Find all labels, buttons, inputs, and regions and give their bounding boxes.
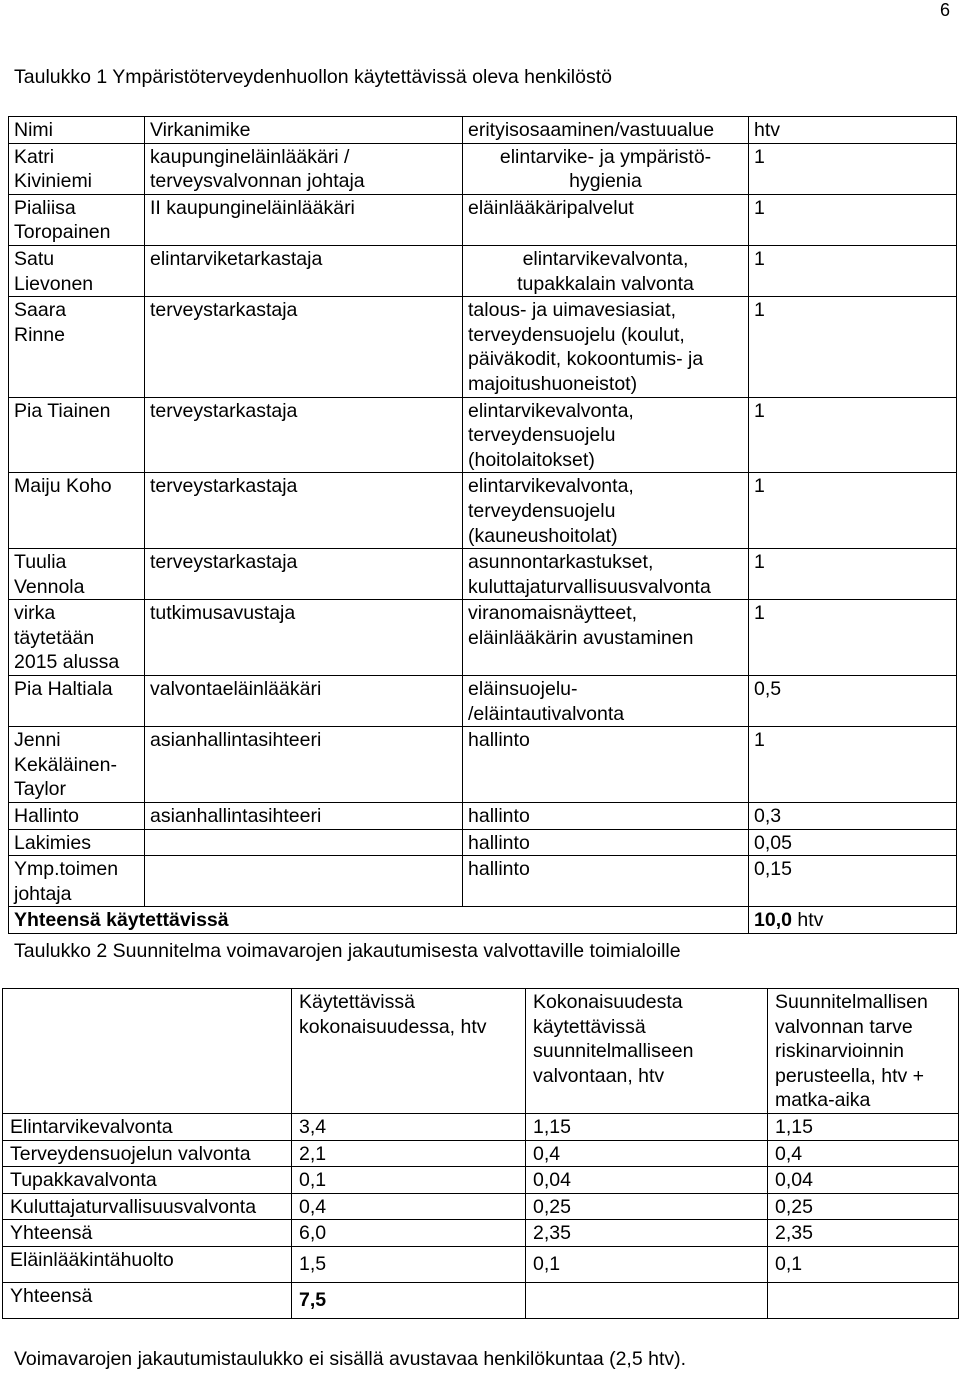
table2-cell: 7,5 xyxy=(292,1282,526,1318)
table2-header-cell xyxy=(3,989,292,1114)
table1-cell: Lakimies xyxy=(9,829,145,856)
table1-cell: elintarvikevalvonta, terveydensuojelu (kauneushoitolat) xyxy=(463,473,749,549)
table1-row xyxy=(9,245,957,296)
table1-row xyxy=(9,397,957,473)
table1-cell: talous- ja uimavesiasiat, terveydensuojelu (koulut, päiväkodit, kokoontumis- ja majoitushuoneistot) xyxy=(463,297,749,397)
table1-cell: 0,15 xyxy=(749,856,957,907)
table2-cell: 0,1 xyxy=(526,1246,768,1282)
table1-cell: hallinto xyxy=(463,856,749,907)
table2-cell xyxy=(526,1282,768,1318)
table1-cell: eläinsuojelu- /eläintautivalvonta xyxy=(463,676,749,727)
table1-cell: 1 xyxy=(749,194,957,245)
table1-cell: asunnontarkastukset, kuluttajaturvallisuusvalvonta xyxy=(463,549,749,600)
table1-row xyxy=(9,297,957,397)
table2-cell: 0,04 xyxy=(526,1167,768,1194)
table1-cell: 1 xyxy=(749,600,957,676)
table1-cell: Pialiisa Toropainen xyxy=(9,194,145,245)
table1-row xyxy=(9,473,957,549)
table1-row xyxy=(9,676,957,727)
table2-cell: 2,35 xyxy=(768,1220,959,1247)
table1-header-cell: erityisosaaminen/vastuualue xyxy=(463,117,749,144)
table1-cell: 0,05 xyxy=(749,829,957,856)
table1-cell: virka täytetään 2015 alussa xyxy=(9,600,145,676)
table1-header-cell: Virkanimike xyxy=(145,117,463,144)
table2-row xyxy=(3,1167,959,1194)
table1-row xyxy=(9,803,957,830)
table2-cell: Elintarvikevalvonta xyxy=(3,1113,292,1140)
table2-cell: 6,0 xyxy=(292,1220,526,1247)
table2-row xyxy=(3,1193,959,1220)
table1-cell: Jenni Kekäläinen- Taylor xyxy=(9,727,145,803)
table1-cell: Maiju Koho xyxy=(9,473,145,549)
table1-cell: Saara Rinne xyxy=(9,297,145,397)
table2-cell: 0,25 xyxy=(526,1193,768,1220)
table1-cell: Hallinto xyxy=(9,803,145,830)
table2-header-cell: Kokonaisuudesta käytettävissä suunnitelmalliseen valvontaan, htv xyxy=(526,989,768,1114)
table1-cell: elintarviketarkastaja xyxy=(145,245,463,296)
table1-cell xyxy=(145,856,463,907)
table1-cell: asianhallintasihteeri xyxy=(145,727,463,803)
table2-cell: 2,1 xyxy=(292,1140,526,1167)
table1-cell: 1 xyxy=(749,473,957,549)
table2-cell: 0,4 xyxy=(526,1140,768,1167)
table1-total-cell xyxy=(749,907,957,934)
table2-cell: 0,25 xyxy=(768,1193,959,1220)
table2-cell xyxy=(768,1282,959,1318)
table1-cell: asianhallintasihteeri xyxy=(145,803,463,830)
table2-row xyxy=(3,1220,959,1247)
table1-row xyxy=(9,829,957,856)
table1-cell: eläinlääkäripalvelut xyxy=(463,194,749,245)
table2-cell: Yhteensä xyxy=(3,1220,292,1247)
table1-cell: 1 xyxy=(749,143,957,194)
table1-cell: hallinto xyxy=(463,727,749,803)
table1-cell xyxy=(145,829,463,856)
table1-cell: 1 xyxy=(749,397,957,473)
table1-cell: viranomaisnäytteet, eläinlääkärin avustaminen xyxy=(463,600,749,676)
table1-cell: hallinto xyxy=(463,803,749,830)
table2-header-cell: Käytettävissä kokonaisuudessa, htv xyxy=(292,989,526,1114)
table1-row xyxy=(9,194,957,245)
table2-row xyxy=(3,1113,959,1140)
table1-cell: terveystarkastaja xyxy=(145,297,463,397)
table1-cell: 1 xyxy=(749,549,957,600)
table1-total-unit: htv xyxy=(797,909,824,932)
table1-header-row xyxy=(9,117,957,144)
table1-cell: 1 xyxy=(749,245,957,296)
table2-cell: 1,15 xyxy=(768,1113,959,1140)
table1-total-value: 10,0 xyxy=(754,909,792,932)
table1-cell: kaupungineläinlääkäri / terveysvalvonnan johtaja xyxy=(145,143,463,194)
table1-cell: elintarvike- ja ympäristö- hygienia xyxy=(463,143,749,194)
table2-header-row xyxy=(3,989,959,1114)
table1-cell: 1 xyxy=(749,297,957,397)
table1-cell: II kaupungineläinlääkäri xyxy=(145,194,463,245)
table1-cell: hallinto xyxy=(463,829,749,856)
table2-cell: Terveydensuojelun valvonta xyxy=(3,1140,292,1167)
table2-cell: Eläinlääkintähuolto xyxy=(3,1246,292,1282)
table1-row xyxy=(9,727,957,803)
table2-row xyxy=(3,1282,959,1318)
page-number: 6 xyxy=(939,0,950,20)
table1-cell: 0,3 xyxy=(749,803,957,830)
table2-row xyxy=(3,1140,959,1167)
table1-cell: Pia Haltiala xyxy=(9,676,145,727)
table1-row xyxy=(9,549,957,600)
table1-cell: terveystarkastaja xyxy=(145,397,463,473)
table1-cell: 1 xyxy=(749,727,957,803)
table2-cell: 2,35 xyxy=(526,1220,768,1247)
table2-cell: Tupakkavalvonta xyxy=(3,1167,292,1194)
table1-cell: elintarvikevalvonta, tupakkalain valvonta xyxy=(463,245,749,296)
table1-cell: valvontaeläinlääkäri xyxy=(145,676,463,727)
table1-cell: Pia Tiainen xyxy=(9,397,145,473)
table2-cell: 1,15 xyxy=(526,1113,768,1140)
table1-cell: tutkimusavustaja xyxy=(145,600,463,676)
table1-caption: Taulukko 1 Ympäristöterveydenhuollon käytettävissä oleva henkilöstö xyxy=(14,66,612,88)
table1-total-label: Yhteensä käytettävissä xyxy=(9,907,749,934)
table1-cell: Tuulia Vennola xyxy=(9,549,145,600)
table1-row xyxy=(9,143,957,194)
table2-cell: 3,4 xyxy=(292,1113,526,1140)
table2-cell: 0,4 xyxy=(768,1140,959,1167)
table1-cell: Ymp.toimen johtaja xyxy=(9,856,145,907)
table2-cell: 1,5 xyxy=(292,1246,526,1282)
table1-cell: 0,5 xyxy=(749,676,957,727)
table2-cell: 0,04 xyxy=(768,1167,959,1194)
table1-cell: Satu Lievonen xyxy=(9,245,145,296)
table1-row xyxy=(9,600,957,676)
table2-cell: Kuluttajaturvallisuusvalvonta xyxy=(3,1193,292,1220)
staff-table xyxy=(8,116,957,934)
table1-total-row xyxy=(9,907,957,934)
table2-cell: 0,1 xyxy=(768,1246,959,1282)
table1-header-cell: Nimi xyxy=(9,117,145,144)
table2-row xyxy=(3,1246,959,1282)
footnote: Voimavarojen jakautumistaulukko ei sisällä avustavaa henkilökuntaa (2,5 htv). xyxy=(14,1348,687,1370)
table2-caption: Taulukko 2 Suunnitelma voimavarojen jakautumisesta valvottaville toimialoille xyxy=(14,940,681,962)
table2-header-cell: Suunnitelmallisen valvonnan tarve riskinarvioinnin perusteella, htv + matka-aika xyxy=(768,989,959,1114)
table2-cell: 0,1 xyxy=(292,1167,526,1194)
table1-header-cell: htv xyxy=(749,117,957,144)
table1-cell: terveystarkastaja xyxy=(145,473,463,549)
resource-table xyxy=(2,988,959,1319)
table2-cell: Yhteensä xyxy=(3,1282,292,1318)
table1-cell: Katri Kiviniemi xyxy=(9,143,145,194)
table2-cell: 0,4 xyxy=(292,1193,526,1220)
table1-cell: terveystarkastaja xyxy=(145,549,463,600)
table1-row xyxy=(9,856,957,907)
table1-cell: elintarvikevalvonta, terveydensuojelu (hoitolaitokset) xyxy=(463,397,749,473)
